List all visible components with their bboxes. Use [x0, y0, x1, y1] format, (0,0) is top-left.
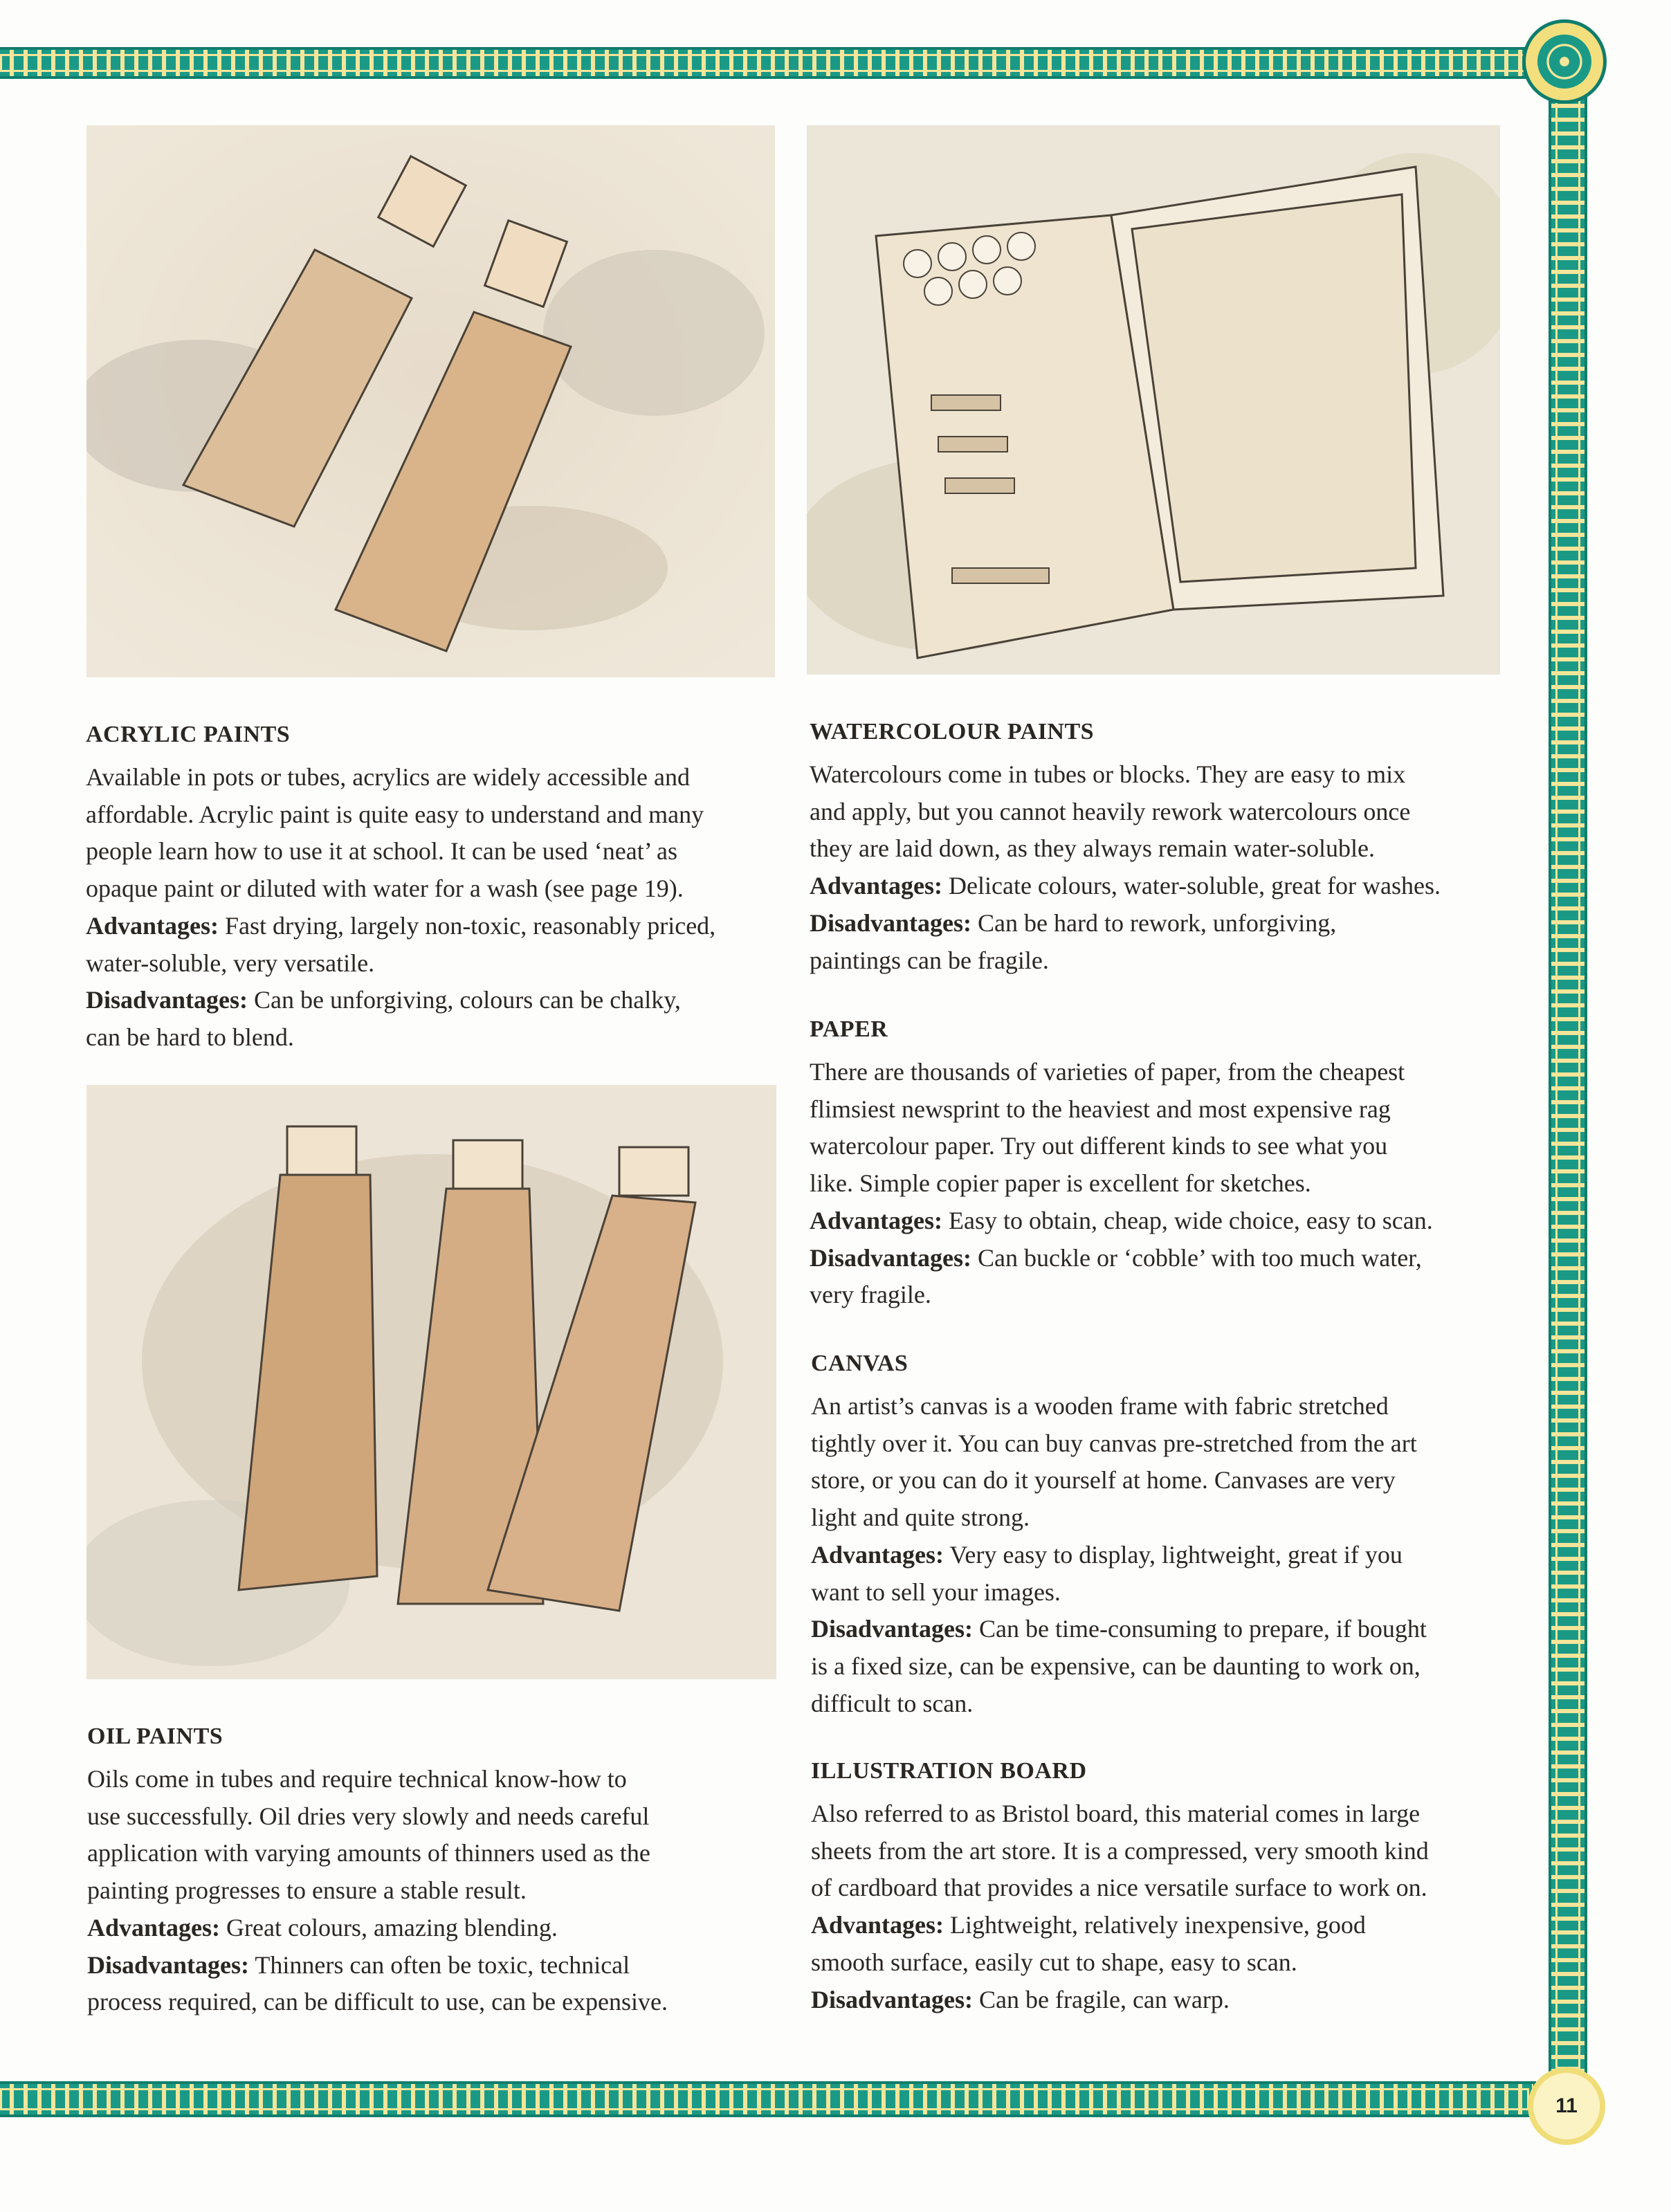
text-line: [87, 1798, 668, 1836]
text-line: [811, 1499, 1427, 1537]
celtic-border-top: [0, 47, 1536, 79]
section-illustration-board: [811, 1753, 1429, 2018]
line-text: difficult to scan.: [811, 1689, 974, 1717]
text-line: [810, 1203, 1433, 1240]
text-line: [810, 905, 1441, 942]
line-text: application with varying amounts of thinners used as the: [87, 1839, 650, 1867]
celtic-border-right: [1549, 83, 1587, 2076]
line-text: want to sell your images.: [811, 1578, 1061, 1606]
line-text: Can be unforgiving, colours can be chalky,: [248, 986, 681, 1014]
line-text: Can be hard to rework, unforgiving,: [971, 908, 1337, 937]
line-text: painting progresses to ensure a stable result.: [87, 1876, 527, 1905]
line-text: Very easy to display, lightweight, great if you: [944, 1540, 1403, 1569]
text-line: [810, 1240, 1433, 1277]
label-bold: Disadvantages:: [86, 986, 248, 1014]
line-text: people learn how to use it at school. It can be used ‘neat’ as: [86, 837, 678, 866]
line-text: smooth surface, easily cut to shape, easy to scan.: [811, 1948, 1297, 1976]
text-line: [811, 1648, 1427, 1685]
text-line: [87, 1910, 668, 1947]
oil-paints-illustration: [86, 1085, 776, 1679]
text-line: [810, 830, 1441, 868]
text-line: [811, 1611, 1427, 1648]
section-heading: CANVAS: [811, 1351, 908, 1376]
label-bold: Advantages:: [810, 1206, 943, 1234]
line-text: Available in pots or tubes, acrylics are widely accessible and: [86, 763, 691, 791]
label-bold: Advantages:: [87, 1913, 221, 1941]
text-line: [811, 1870, 1429, 1907]
section-heading: OIL PAINTS: [87, 1724, 223, 1749]
text-line: [810, 868, 1441, 905]
celtic-knot-corner-icon: [1522, 19, 1607, 104]
label-bold: Advantages:: [811, 1911, 944, 1939]
text-line: [810, 1165, 1433, 1203]
label-bold: Disadvantages:: [811, 1985, 974, 2013]
line-text: Great colours, amazing blending.: [220, 1913, 558, 1941]
line-text: Watercolours come in tubes or blocks. They are easy to mix: [810, 760, 1406, 788]
line-text: Also referred to as Bristol board, this material comes in large: [811, 1800, 1421, 1827]
label-bold: Disadvantages:: [87, 1950, 250, 1979]
text-line: [86, 759, 715, 796]
line-text: watercolour paper. Try out different kinds to see what you: [810, 1132, 1388, 1160]
line-text: Can be fragile, can warp.: [973, 1985, 1230, 2013]
line-text: of cardboard that provides a nice versatile surface to work on.: [811, 1874, 1427, 1902]
text-line: [810, 1277, 1433, 1314]
text-line: [86, 796, 715, 834]
section-heading: PAPER: [810, 1016, 888, 1042]
line-text: flimsiest newsprint to the heaviest and most expensive rag: [810, 1095, 1391, 1123]
line-text: Can buckle or ‘cobble’ with too much water,: [971, 1243, 1422, 1272]
text-line: [810, 1091, 1433, 1128]
line-text: affordable. Acrylic paint is quite easy to understand and many: [86, 800, 704, 828]
text-line: [810, 1054, 1433, 1091]
line-text: very fragile.: [810, 1281, 931, 1309]
page-number: 11: [1528, 2067, 1605, 2145]
acrylic-paints-illustration: [86, 125, 775, 677]
text-line: [811, 1944, 1429, 1982]
line-text: like. Simple copier paper is excellent for sketches.: [810, 1169, 1311, 1198]
section-heading: WATERCOLOUR PAINTS: [810, 719, 1095, 744]
text-line: [87, 1835, 668, 1872]
text-line: [811, 1982, 1429, 2019]
text-line: [811, 1425, 1427, 1463]
section-watercolour-paints: [810, 713, 1441, 979]
text-line: [811, 1685, 1427, 1723]
label-bold: Disadvantages:: [810, 908, 972, 937]
label-bold: Disadvantages:: [810, 1243, 972, 1272]
line-text: sheets from the art store. It is a compressed, very smooth kind: [811, 1836, 1429, 1865]
line-text: process required, can be difficult to use, can be expensive.: [87, 1988, 668, 2016]
label-bold: Advantages:: [810, 872, 943, 900]
line-text: water-soluble, very versatile.: [86, 949, 375, 977]
section-heading: ACRYLIC PAINTS: [86, 722, 291, 747]
line-text: There are thousands of varieties of paper, from the cheapest: [810, 1058, 1405, 1086]
line-text: Lightweight, relatively inexpensive, good: [944, 1911, 1366, 1939]
text-line: [86, 945, 715, 982]
text-line: [87, 1947, 668, 1984]
line-text: can be hard to blend.: [86, 1023, 294, 1051]
text-line: [86, 1019, 715, 1057]
section-oil-paints: [87, 1718, 668, 2021]
line-text: Delicate colours, water-soluble, great for washes.: [942, 872, 1441, 900]
label-bold: Advantages:: [811, 1540, 944, 1569]
line-text: light and quite strong.: [811, 1503, 1030, 1532]
line-text: Can be time-consuming to prepare, if bought: [973, 1615, 1427, 1643]
text-line: [86, 982, 715, 1019]
line-text: tightly over it. You can buy canvas pre-stretched from the art: [811, 1429, 1417, 1457]
line-text: is a fixed size, can be expensive, can be daunting to work on,: [811, 1652, 1421, 1680]
text-line: [87, 1984, 668, 2021]
text-line: [811, 1574, 1427, 1611]
text-line: [87, 1872, 668, 1910]
text-line: [810, 794, 1441, 831]
text-line: [87, 1761, 668, 1798]
section-heading: ILLUSTRATION BOARD: [811, 1758, 1087, 1784]
line-text: An artist’s canvas is a wooden frame with fabric stretched: [811, 1392, 1389, 1420]
line-text: Easy to obtain, cheap, wide choice, easy to scan.: [942, 1206, 1433, 1234]
celtic-border-bottom: [0, 2081, 1536, 2117]
text-line: [811, 1833, 1429, 1870]
line-text: opaque paint or diluted with water for a wash (see page 19).: [86, 875, 684, 903]
section-canvas: [811, 1345, 1427, 1722]
line-text: Fast drying, largely non-toxic, reasonably priced,: [219, 911, 716, 940]
text-line: [811, 1795, 1429, 1833]
text-line: [810, 942, 1441, 980]
text-line: [811, 1907, 1429, 1944]
line-text: use successfully. Oil dries very slowly and needs careful: [87, 1802, 650, 1830]
line-text: Oils come in tubes and require technical know-how to: [87, 1765, 627, 1793]
text-line: [86, 870, 715, 908]
line-text: paintings can be fragile.: [810, 946, 1049, 974]
label-bold: Disadvantages:: [811, 1615, 974, 1643]
line-text: and apply, but you cannot heavily rework watercolours once: [810, 797, 1411, 825]
watercolour-kit-illustration: [807, 125, 1500, 675]
line-text: store, or you can do it yourself at home. Canvases are very: [811, 1466, 1396, 1495]
section-paper: [810, 1011, 1433, 1314]
text-line: [86, 908, 715, 945]
label-bold: Advantages:: [86, 911, 219, 940]
text-line: [811, 1537, 1427, 1574]
line-text: Thinners can often be toxic, technical: [249, 1950, 630, 1979]
line-text: they are laid down, as they always remain water-soluble.: [810, 834, 1375, 863]
section-acrylic-paints: [86, 716, 715, 1057]
text-line: [86, 833, 715, 870]
text-line: [811, 1462, 1427, 1499]
text-line: [810, 1128, 1433, 1165]
text-line: [811, 1388, 1427, 1425]
text-line: [810, 756, 1441, 794]
